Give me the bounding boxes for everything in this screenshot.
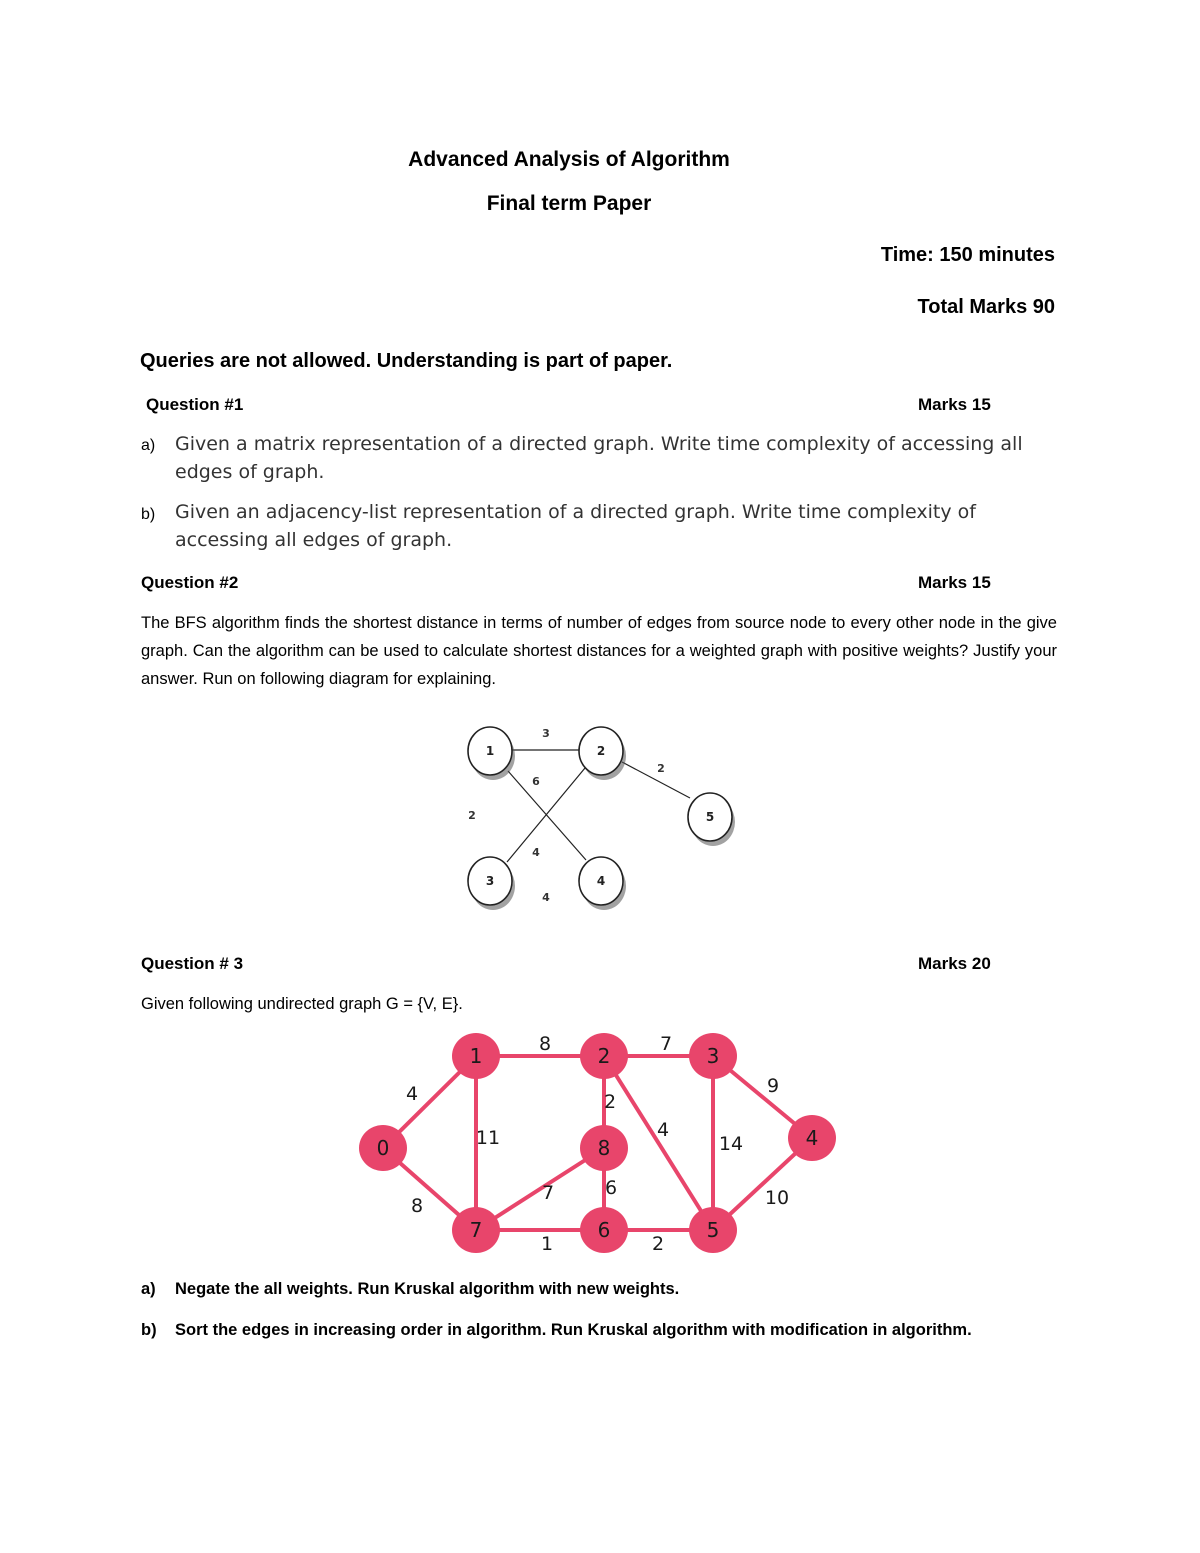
q1-item-a-label: a): [141, 437, 156, 454]
q1-title: Question #1: [146, 395, 244, 414]
weight-2-3: 7: [659, 1033, 673, 1055]
node-4-label: 4: [596, 874, 606, 888]
weight-0-7: 8: [410, 1195, 424, 1217]
weight-3-5: 14: [718, 1133, 744, 1155]
q2-marks: Marks 15: [918, 573, 991, 592]
g2-node-6-label: 6: [597, 1218, 611, 1242]
q3-marks: Marks 20: [918, 954, 991, 973]
weight-7-6: 1: [540, 1233, 554, 1255]
weight-2-5: 4: [656, 1119, 670, 1141]
total-marks: Total Marks 90: [917, 296, 1055, 318]
q3-intro: Given following undirected graph G = {V, E}.: [141, 995, 463, 1013]
time-info: Time: 150 minutes: [880, 244, 1055, 266]
g2-node-8: [580, 1125, 628, 1171]
g2-node-2: [580, 1033, 628, 1079]
g2-node-1-label: 1: [469, 1044, 483, 1068]
weight-label-extra-1: 2: [468, 809, 476, 822]
g2-node-2-label: 2: [597, 1044, 611, 1068]
weight-1-7: 11: [475, 1127, 501, 1149]
weight-8-6: 6: [604, 1177, 618, 1199]
weight-2-8: 2: [603, 1091, 617, 1113]
g2-node-7: [452, 1207, 500, 1253]
paper-title: Advanced Analysis of Algorithm: [408, 148, 730, 171]
g2-node-5-label: 5: [706, 1218, 720, 1242]
g2-node-0-label: 0: [376, 1136, 390, 1160]
node-5-label: 5: [705, 810, 715, 824]
weight-1-2: 8: [538, 1033, 552, 1055]
q2-text: The BFS algorithm finds the shortest distance in terms of number of edges from source node to every other node in the give graph. Can the algorithm can be used to calculate shortest distances for a weighted graph with positive weights? Justify your answer. Run on following diagram for explaining.: [141, 614, 1057, 688]
node-3-label: 3: [485, 874, 495, 888]
q3-item-a-text: Negate the all weights. Run Kruskal algorithm with new weights.: [175, 1280, 680, 1298]
q1-item-a-text: Given a matrix representation of a directed graph. Write time complexity of accessing all edges of graph.: [175, 433, 1023, 483]
weight-1-4: 6: [532, 775, 540, 788]
weight-2-3: 4: [532, 846, 540, 859]
node-2-label: 2: [596, 744, 606, 758]
weight-0-1: 4: [405, 1083, 419, 1105]
node-1-label: 1: [485, 744, 495, 758]
q3-item-b-text: Sort the edges in increasing order in algorithm. Run Kruskal algorithm with modification in algorithm.: [175, 1321, 972, 1339]
g2-node-5: [689, 1207, 737, 1253]
q1-item-b-text: Given an adjacency-list representation of a directed graph. Write time complexity of accessing all edges of graph.: [175, 501, 976, 551]
weight-4-5: 10: [764, 1187, 790, 1209]
q3-item-a-label: a): [141, 1280, 156, 1298]
g2-node-3-label: 3: [706, 1044, 720, 1068]
q1-marks: Marks 15: [918, 395, 991, 414]
weight-6-5: 2: [651, 1233, 665, 1255]
weight-2-5: 2: [657, 762, 665, 775]
q1-item-b-label: b): [141, 506, 156, 523]
g2-node-8-label: 8: [597, 1136, 611, 1160]
weight-label-extra-2: 4: [542, 891, 550, 904]
weight-1-2: 3: [542, 727, 550, 740]
g2-node-3: [689, 1033, 737, 1079]
g2-node-4-label: 4: [805, 1126, 819, 1150]
q3-item-b-label: b): [141, 1321, 157, 1339]
g2-node-0: [359, 1125, 407, 1171]
g2-node-4: [788, 1115, 836, 1161]
g2-node-6: [580, 1207, 628, 1253]
weight-3-4: 9: [766, 1075, 780, 1097]
q2-title: Question #2: [141, 573, 239, 592]
paper-subtitle: Final term Paper: [486, 192, 652, 215]
weight-7-8: 7: [541, 1182, 555, 1204]
g2-node-1: [452, 1033, 500, 1079]
q3-title: Question # 3: [141, 954, 244, 973]
g2-node-7-label: 7: [469, 1218, 483, 1242]
instruction: Queries are not allowed. Understanding is part of paper.: [140, 350, 673, 372]
